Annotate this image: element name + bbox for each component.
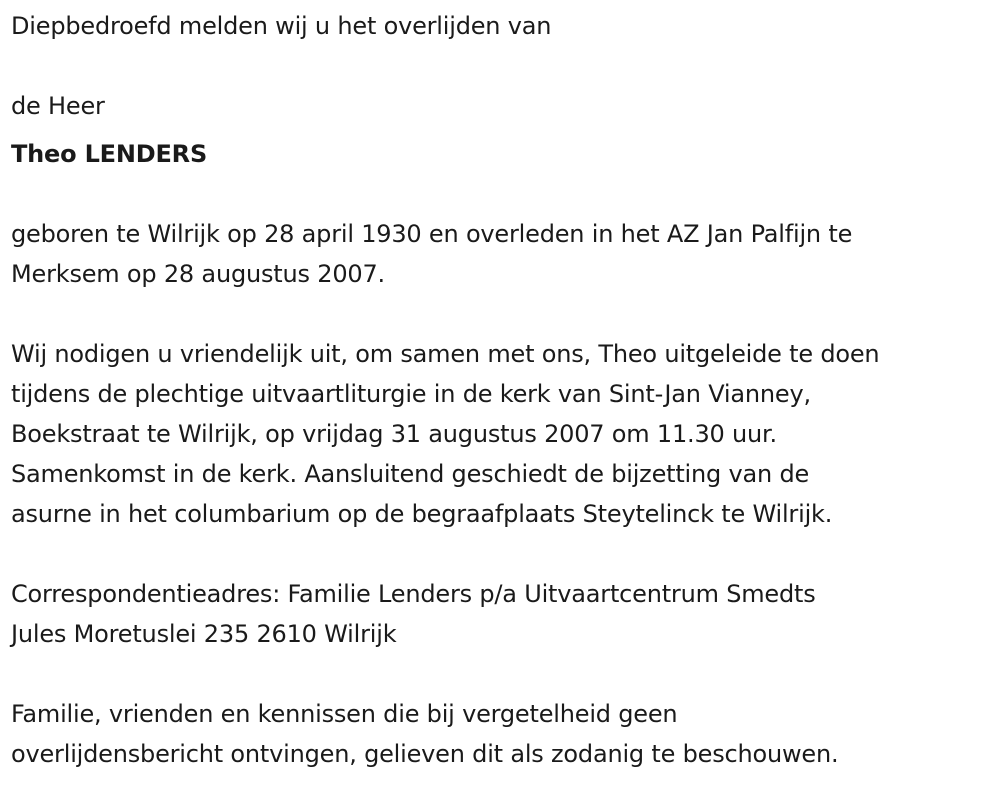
paragraph-line: Merksem op 28 augustus 2007. (11, 260, 385, 288)
paragraph-line: tijdens de plechtige uitvaartliturgie in de kerk van Sint-Jan Vianney, (11, 380, 811, 408)
paragraph-line: Wij nodigen u vriendelijk uit, om samen met ons, Theo uitgeleide te doen (11, 340, 880, 368)
paragraph-line: Jules Moretuslei 235 2610 Wilrijk (11, 620, 397, 648)
salutation-text: de Heer (11, 92, 105, 120)
closing-paragraph (11, 694, 996, 774)
paragraph-line: Familie, vrienden en kennissen die bij vergetelheid geen (11, 700, 678, 728)
birth-death-paragraph (11, 214, 996, 294)
obituary-notice (11, 6, 996, 774)
spacer (11, 294, 996, 334)
paragraph-line: overlijdensbericht ontvingen, gelieven dit als zodanig te beschouwen. (11, 740, 839, 768)
intro-text: Diepbedroefd melden wij u het overlijden van (11, 12, 552, 40)
deceased-name: Theo LENDERS (11, 140, 208, 168)
paragraph-line: Samenkomst in de kerk. Aansluitend geschiedt de bijzetting van de (11, 460, 810, 488)
spacer (11, 46, 996, 86)
invitation-paragraph (11, 334, 996, 534)
paragraph-line: asurne in het columbarium op de begraafplaats Steytelinck te Wilrijk. (11, 500, 833, 528)
spacer (11, 534, 996, 574)
correspondence-paragraph (11, 574, 996, 654)
spacer (11, 174, 996, 214)
paragraph-line: geboren te Wilrijk op 28 april 1930 en overleden in het AZ Jan Palfijn te (11, 220, 853, 248)
paragraph-line: Boekstraat te Wilrijk, op vrijdag 31 augustus 2007 om 11.30 uur. (11, 420, 777, 448)
paragraph-line: Correspondentieadres: Familie Lenders p/a Uitvaartcentrum Smedts (11, 580, 816, 608)
spacer (11, 654, 996, 694)
